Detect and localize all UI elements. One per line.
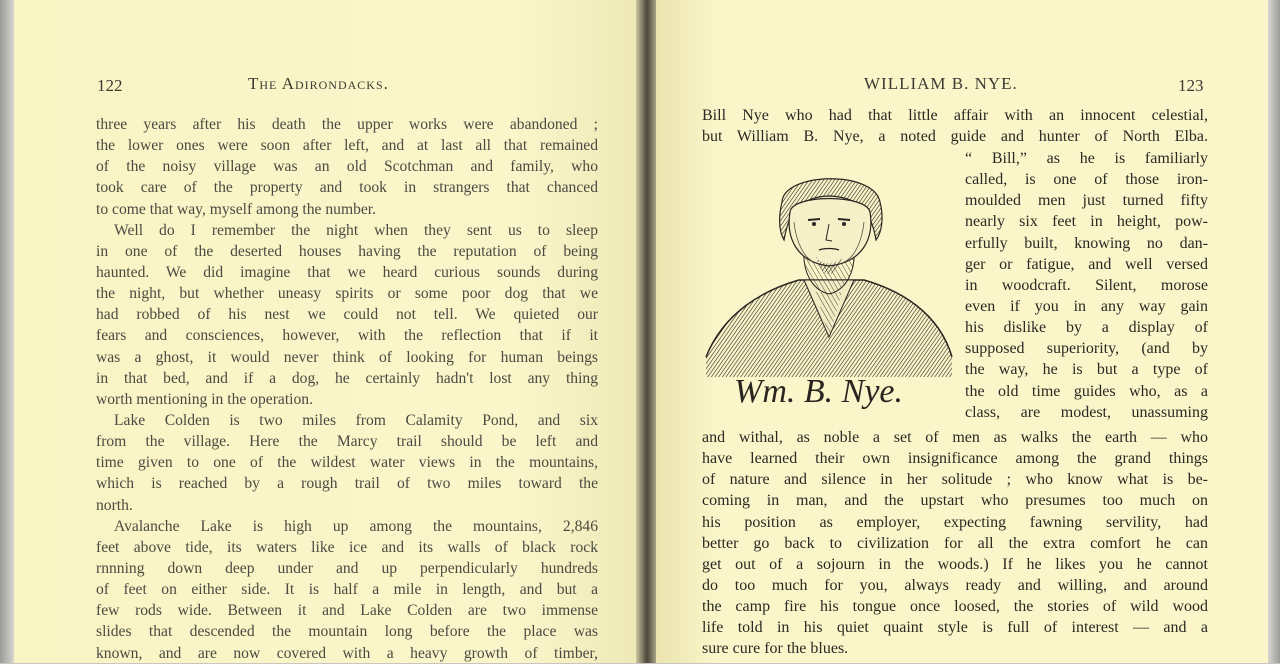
portrait-figure bbox=[706, 179, 952, 377]
right-page-number: 123 bbox=[1178, 76, 1204, 95]
book-gutter bbox=[636, 0, 656, 663]
right-running-head: WILLIAM B. NYE. bbox=[864, 74, 1018, 93]
text-line: ger or fatigue, and well versed bbox=[965, 255, 1208, 273]
text-line: have learned their own insignificance among the grand things bbox=[702, 450, 1208, 468]
text-line: erfully built, knowing no dan- bbox=[965, 234, 1208, 252]
text-line: even if you in any way gain bbox=[965, 297, 1208, 315]
text-line: class, are modest, unassuming bbox=[965, 403, 1208, 421]
right-page-intro bbox=[702, 105, 1208, 147]
text-line: three years after his death the upper works were abandoned ; bbox=[96, 116, 598, 133]
viewer-left-border bbox=[0, 0, 14, 663]
text-line: from the village. Here the Marcy trail should be left and bbox=[96, 433, 598, 451]
text-line: rnnning down deep under and up perpendicularly hundreds bbox=[96, 559, 598, 577]
text-line: of feet on either side. It is half a mile in length, and but a bbox=[96, 581, 598, 599]
text-line: feet above tide, its waters like ice and its walls of black rock bbox=[96, 538, 598, 556]
text-line: better go back to civilization for all the extra comfort he can bbox=[702, 534, 1208, 552]
text-line: fears and consciences, however, with the reflection that if it bbox=[96, 327, 598, 345]
left-page-body bbox=[96, 114, 598, 664]
portrait-engraving bbox=[704, 162, 954, 424]
text-line: nearly six feet in height, pow- bbox=[965, 213, 1208, 231]
text-line: called, is one of those iron- bbox=[965, 171, 1208, 189]
text-line: life told in his quiet quaint style is full of interest — and a bbox=[702, 619, 1208, 637]
text-line: had robbed of his nest we could not tell. We quieted our bbox=[96, 306, 598, 324]
text-line: to come that way, myself among the number. bbox=[96, 200, 377, 218]
text-line: the way, he is but a type of bbox=[965, 361, 1208, 379]
text-line: Bill Nye who had that little affair with an innocent celestial, bbox=[702, 107, 1208, 124]
text-line: haunted. We did imagine that we heard curious sounds during bbox=[96, 263, 598, 281]
text-line: the camp fire his tongue once loosed, the stories of wild wood bbox=[702, 598, 1208, 616]
text-line: time given to one of the wildest water views in the mountains, bbox=[96, 454, 598, 472]
text-line: in woodcraft. Silent, morose bbox=[965, 276, 1208, 294]
text-line: worth mentioning in the operation. bbox=[96, 390, 313, 408]
text-line: the lower ones were soon after left, and at last all that remained bbox=[96, 137, 598, 155]
text-line: moulded men just turned fifty bbox=[965, 192, 1208, 210]
right-page-body bbox=[702, 427, 1208, 660]
text-line: the old time guides who, as a bbox=[965, 382, 1208, 400]
text-line: get out of a sojourn in the woods.) If he likes you he cannot bbox=[702, 555, 1208, 573]
text-line: in that bed, and if a dog, he certainly hadn't lost any thing bbox=[96, 369, 598, 387]
text-line: was a ghost, it would never think of looking for human beings bbox=[96, 348, 598, 366]
text-line: sure cure for the blues. bbox=[702, 640, 849, 658]
left-page-number: 122 bbox=[97, 76, 123, 95]
text-line: Well do I remember the night when they sent us to sleep bbox=[114, 221, 598, 239]
text-line: Lake Colden is two miles from Calamity Pond, and six bbox=[114, 411, 598, 429]
left-running-head: The Adirondacks. bbox=[248, 74, 389, 93]
text-line: his dislike by a display of bbox=[965, 319, 1208, 337]
text-line: “ Bill,” as he is familiarly bbox=[965, 150, 1208, 167]
text-line: known, and are now covered with a heavy growth of timber, bbox=[96, 644, 598, 662]
text-line: coming in man, and the upstart who presumes too much on bbox=[702, 492, 1208, 510]
portrait-signature: Wm. B. Nye. bbox=[734, 373, 904, 410]
text-line: slides that descended the mountain long before the place was bbox=[96, 623, 598, 641]
text-line: in one of the deserted houses having the reputation of being bbox=[96, 242, 598, 260]
text-line: and withal, as noble a set of men as walks the earth — who bbox=[702, 429, 1208, 446]
text-line: supposed superiority, (and by bbox=[965, 340, 1208, 358]
text-line: which is reached by a rough trail of two miles toward the bbox=[96, 475, 598, 493]
text-line: but William B. Nye, a noted guide and hunter of North Elba. bbox=[702, 128, 1208, 146]
text-line: north. bbox=[96, 496, 133, 514]
text-line: of the noisy village was an old Scotchman and family, who bbox=[96, 158, 598, 176]
text-line: the night, but whether uneasy spirits or some poor dog that we bbox=[96, 285, 598, 303]
text-line: his position as employer, expecting fawning servility, had bbox=[702, 513, 1208, 531]
text-line: of nature and silence in her solitude ; who know what is be- bbox=[702, 471, 1208, 489]
text-line: Avalanche Lake is high up among the mountains, 2,846 bbox=[114, 517, 598, 535]
text-line: do too much for you, always ready and willing, and around bbox=[702, 576, 1208, 594]
viewer-right-border bbox=[1268, 0, 1280, 663]
text-line: took care of the property and took in strangers that chanced bbox=[96, 179, 598, 197]
portrait-side-text bbox=[965, 148, 1208, 423]
text-line: few rods wide. Between it and Lake Colden are two immense bbox=[96, 602, 598, 620]
